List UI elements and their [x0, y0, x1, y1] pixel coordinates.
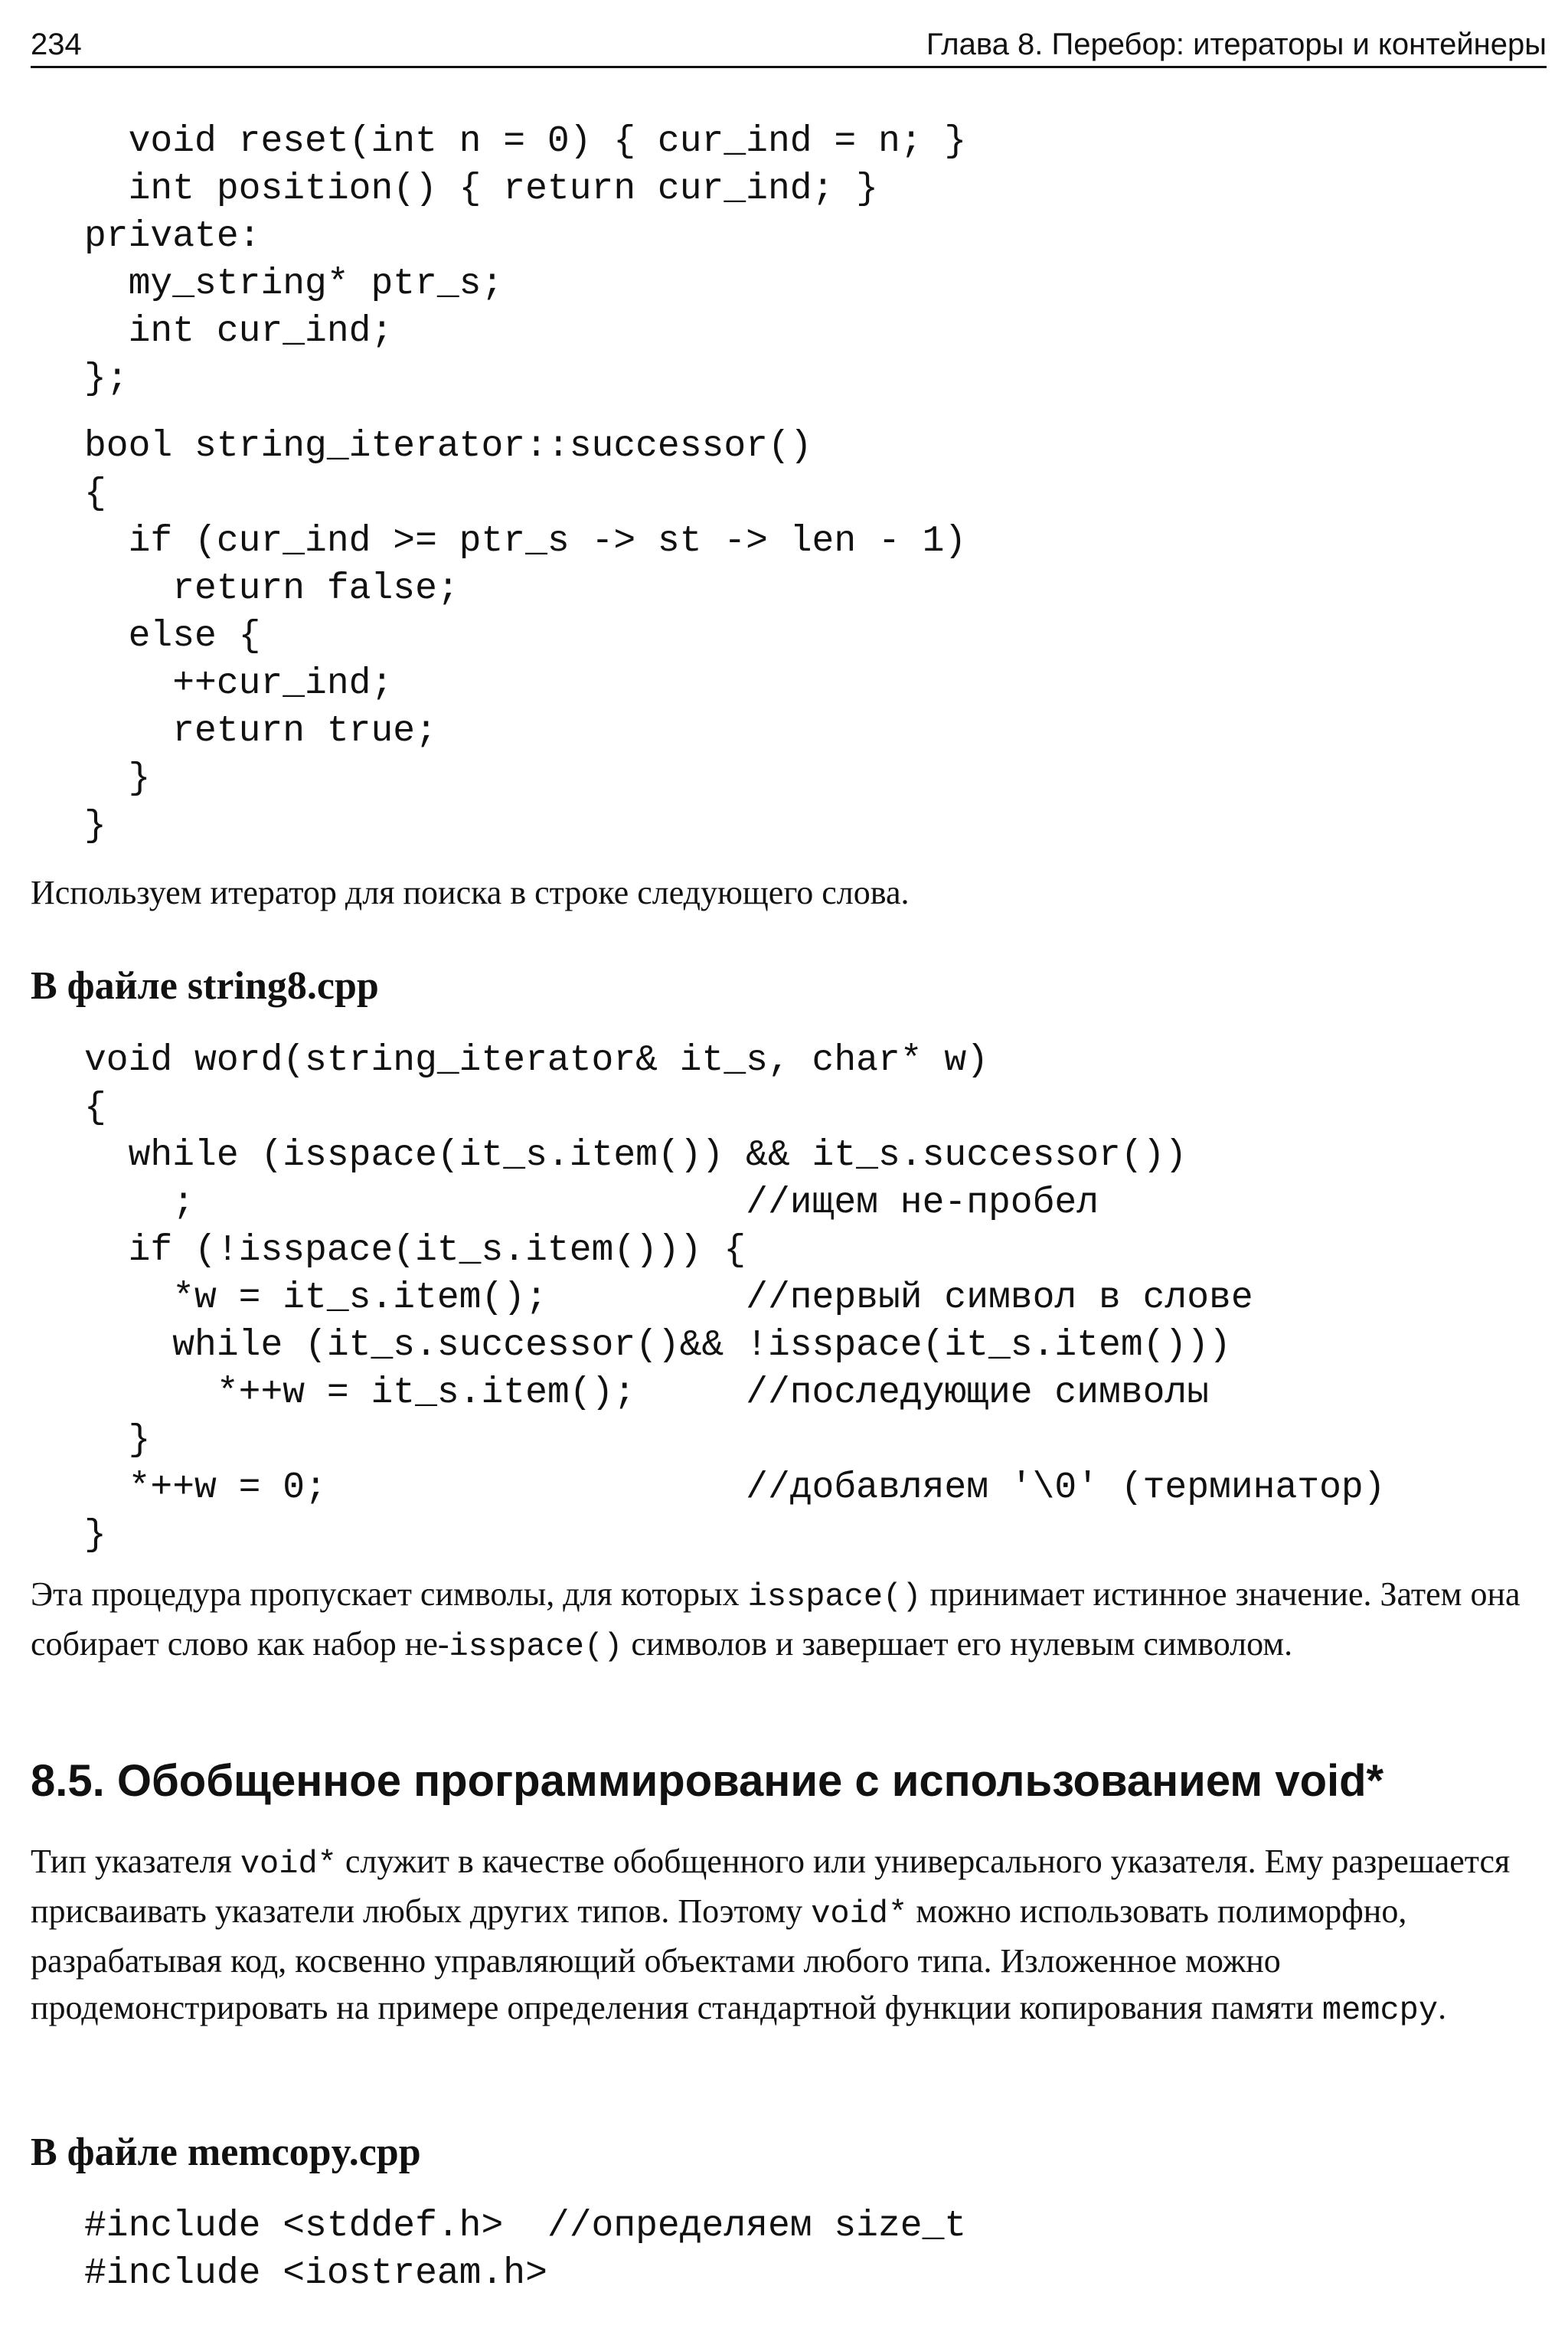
code-line: int cur_ind; [84, 311, 394, 352]
page-number: 234 [31, 28, 82, 61]
text-run: служит в качестве обобщенного или универсального указателя. Ему разрешается присваивать указатели любых других типов. Поэтому [31, 1843, 1511, 1930]
code-line: } [84, 806, 106, 847]
file-heading-memcopy: В файле memcopy.cpp [31, 2131, 421, 2174]
lead-paragraph: Используем итератор для поиска в строке следующего слова. [31, 874, 910, 911]
code-line: ++cur_ind; [84, 663, 394, 705]
text-run: символов и завершает его нулевым символом. [622, 1625, 1293, 1663]
code-listing-word [84, 1037, 1385, 1559]
code-line: } [84, 758, 151, 800]
inline-code: isspace() [747, 1578, 922, 1615]
code-blank-line [84, 403, 966, 423]
running-head: Глава 8. Перебор: итераторы и контейнеры [926, 28, 1547, 61]
text-run: можно использовать полиморфно, разрабатывая код, косвенно управляющий объектами любого типа. Изложенное можно продемонстрировать на примере определения стандартной функции копирования памяти [31, 1892, 1407, 2026]
code-line: #include <stddef.h> //определяем size_t [84, 2206, 967, 2247]
section-paragraph [31, 1838, 1543, 2034]
code-line: *++w = it_s.item(); //последующие символы [84, 1372, 1210, 1414]
code-line: { [84, 473, 106, 515]
file-heading-string8: В файле string8.cpp [31, 964, 379, 1008]
code-line: void word(string_iterator& it_s, char* w) [84, 1040, 988, 1081]
text-run: Эта процедура пропускает символы, для которых [31, 1575, 748, 1613]
text-run: . [1438, 1989, 1447, 2026]
text-run: Тип указателя [31, 1843, 240, 1880]
code-line: return true; [84, 711, 437, 752]
code-line: } [84, 1420, 151, 1461]
code-line: while (isspace(it_s.item()) && it_s.successor()) [84, 1135, 1187, 1176]
code-line: ; //ищем не-пробел [84, 1182, 1099, 1224]
code-line: *++w = 0; //добавляем '\0' (терминатор) [84, 1467, 1386, 1509]
code-line: }; [84, 358, 129, 400]
description-paragraph [31, 1571, 1543, 1670]
code-line: if (!isspace(it_s.item())) { [84, 1230, 746, 1271]
code-line: else { [84, 616, 261, 657]
code-line: } [84, 1515, 106, 1556]
code-line: if (cur_ind >= ptr_s -> st -> len - 1) [84, 521, 967, 562]
code-line: return false; [84, 568, 459, 610]
text-run: принимает истинное значение. Затем она собирает слово как набор не- [31, 1575, 1521, 1663]
inline-code: void* [240, 1846, 337, 1882]
code-line: bool string_iterator::successor() [84, 426, 812, 467]
code-line: #include <iostream.h> [84, 2253, 547, 2294]
section-heading: 8.5. Обобщенное программирование с использованием void* [31, 1756, 1384, 1806]
inline-code: memcpy [1321, 1992, 1439, 2029]
code-line: while (it_s.successor()&& !isspace(it_s.item())) [84, 1325, 1231, 1366]
code-line: { [84, 1087, 106, 1129]
code-line: void reset(int n = 0) { cur_ind = n; } [84, 121, 967, 162]
code-line: my_string* ptr_s; [84, 263, 504, 305]
code-line: int position() { return cur_ind; } [84, 168, 878, 210]
code-listing-iterator [84, 118, 966, 850]
inline-code: void* [811, 1895, 908, 1932]
code-line: private: [84, 216, 261, 257]
page-header [31, 23, 1547, 68]
inline-code: isspace() [449, 1628, 623, 1665]
code-line: *w = it_s.item(); //первый символ в слове [84, 1277, 1253, 1319]
code-listing-memcopy [84, 2202, 966, 2297]
